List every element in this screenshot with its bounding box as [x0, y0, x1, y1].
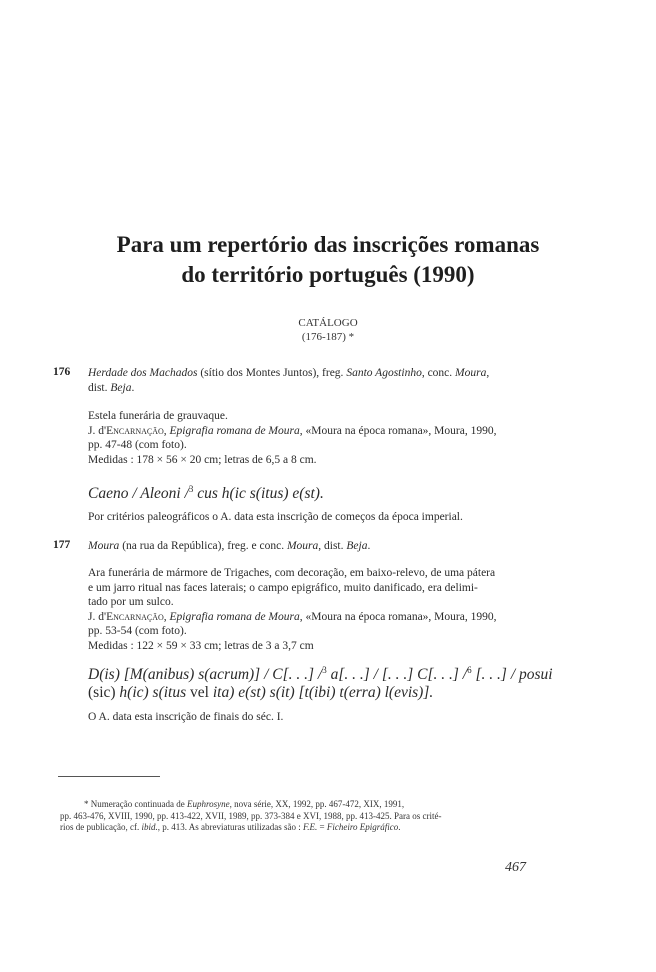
entry-177-location: Moura (na rua da República), freg. e conc. Moura, dist. Beja.	[88, 540, 371, 552]
footnote-divider	[58, 776, 160, 777]
entry-177-bibliography: J. d'Encarnação, Epigrafia romana de Moura, «Moura na época romana», Moura, 1990,	[88, 610, 497, 623]
entry-177-comment: O A. data esta inscrição de finais do séc. I.	[88, 711, 284, 723]
entry-176-comment: Por critérios paleográficos o A. data esta inscrição de começos da época imperial.	[88, 511, 463, 523]
entry-177-number: 177	[53, 539, 71, 551]
entry-177-inscription-line-2: (sic) h(ic) s(itus vel ita) e(st) s(it) [t(ibi) t(erra) l(evis)].	[88, 684, 434, 702]
footnote	[60, 799, 530, 834]
footnote-line-3: rios de publicação, cf. ibid., p. 413. As abreviaturas utilizadas são : F.E. = Ficheiro Epigráfico.	[60, 822, 401, 832]
entry-177-desc-line-2: e um jarro ritual nas faces laterais; o campo epigráfico, muito danificado, era delimi-	[88, 581, 478, 594]
entry-176-location	[88, 366, 533, 395]
entry-177-inscription	[88, 661, 553, 702]
entry-176-measurements: Medidas : 178 × 56 × 20 cm; letras de 6,5 a 8 cm.	[88, 453, 317, 466]
catalog-range: (176-187) *	[301, 331, 355, 343]
entry-177-desc-line-1: Ara funerária de mármore de Trigaches, com decoração, em baixo-relevo, de uma pátera	[88, 567, 496, 579]
article-title-line-1: Para um repertório das inscrições romanas	[116, 232, 540, 257]
entry-176-number: 176	[53, 366, 71, 378]
entry-176-location-line-1: Herdade dos Machados (sítio dos Montes Juntos), freg. Santo Agostinho, conc. Moura,	[88, 367, 490, 379]
entry-176-location-line-2: dist. Beja.	[88, 381, 135, 394]
entry-177-pages: pp. 53-54 (com foto).	[88, 625, 187, 637]
footnote-line-1: * Numeração continuada de Euphrosyne, nova série, XX, 1992, pp. 467-472, XIX, 1991,	[84, 799, 405, 809]
catalog-heading: CATÁLOGO	[298, 317, 358, 329]
entry-176-support: Estela funerária de grauvaque.	[88, 410, 228, 422]
entry-176-description	[88, 409, 533, 467]
entry-176-pages: pp. 47-48 (com foto).	[88, 439, 187, 451]
entry-177-measurements: Medidas : 122 × 59 × 33 cm; letras de 3 a 3,7 cm	[88, 639, 314, 652]
entry-176-bibliography: J. d'Encarnação, Epigrafia romana de Moura, «Moura na época romana», Moura, 1990,	[88, 424, 497, 437]
entry-177-description	[88, 566, 533, 653]
entry-177-desc-line-3: tado por um sulco.	[88, 596, 174, 608]
page-number: 467	[505, 860, 526, 875]
entry-176-inscription: Caeno / Aleoni /$^3$ cus h(ic s(itus) e(st).	[88, 484, 324, 503]
footnote-line-2: pp. 463-476, XVIII, 1990, pp. 413-422, XVII, 1989, pp. 373-384 e XVI, 1988, pp. 413-425. Para os crité-	[60, 810, 442, 821]
article-title-line-2: do território português (1990)	[181, 262, 475, 287]
entry-177-inscription-line-1: D(is) [M(anibus) s(acrum)] / C[. . .] /$^3$ a[. . .] / [. . .] C[. . .] /$^6$ [. . .] / posui	[88, 665, 553, 684]
